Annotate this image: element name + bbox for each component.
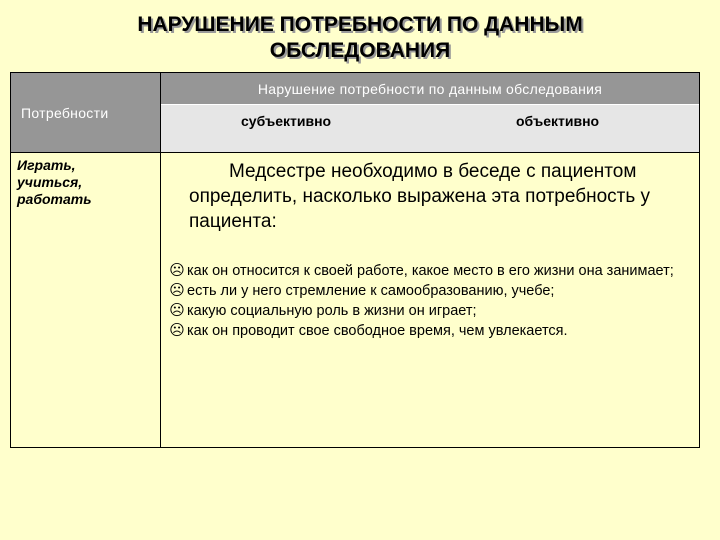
- list-item-text: какую социальную роль в жизни он играет;: [187, 303, 477, 319]
- needs-table: [10, 72, 700, 448]
- header-objective: объективно: [516, 113, 600, 129]
- sad-face-icon: ☹: [169, 262, 185, 279]
- list-item: [167, 301, 687, 321]
- page-title: [0, 12, 720, 64]
- need-line: Играть,: [17, 157, 76, 173]
- violation-cell: [161, 153, 699, 447]
- sad-face-icon: ☹: [169, 302, 185, 319]
- sad-face-icon: ☹: [169, 282, 185, 299]
- list-item-text: как он относится к своей работе, какое место в его жизни она занимает;: [187, 263, 674, 279]
- sad-face-icon: ☹: [169, 322, 185, 339]
- header-subjective: субъективно: [241, 113, 332, 129]
- header-subcolumns: [161, 105, 699, 153]
- list-item-text: есть ли у него стремление к самообразованию, учебе;: [187, 283, 555, 299]
- need-line: учиться,: [17, 174, 83, 190]
- header-violation: Нарушение потребности по данным обследования: [161, 73, 699, 105]
- list-item: [167, 261, 687, 281]
- need-line: работать: [17, 191, 92, 207]
- need-cell: [11, 153, 161, 447]
- title-line-1: НАРУШЕНИЕ ПОТРЕБНОСТИ ПО ДАННЫМ: [137, 13, 583, 36]
- header-needs: Потребности: [11, 73, 161, 153]
- list-item-text: как он проводит свое свободное время, чем увлекается.: [187, 323, 568, 339]
- list-item: [167, 281, 687, 301]
- question-list: [167, 261, 687, 341]
- intro-text: Медсестре необходимо в беседе с пациентом определить, насколько выражена эта потребность у пациента:: [189, 161, 651, 232]
- list-item: [167, 321, 687, 341]
- title-line-2: ОБСЛЕДОВАНИЯ: [269, 39, 451, 62]
